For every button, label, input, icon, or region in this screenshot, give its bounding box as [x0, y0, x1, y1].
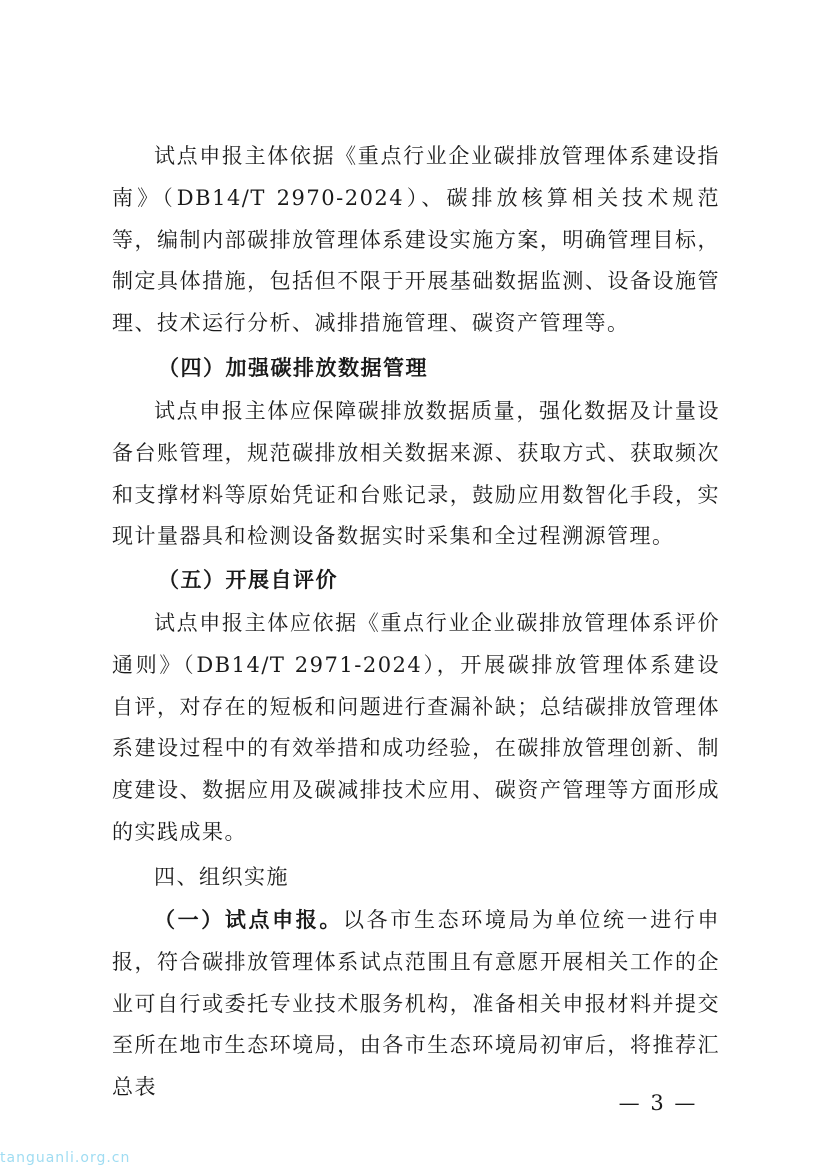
paragraph-construction-plan: 试点申报主体依据《重点行业企业碳排放管理体系建设指南》（DB14/T 2970-2024）、碳排放核算相关技术规范等，编制内部碳排放管理体系建设实施方案，明确管理目标，制定具体措施，包括但不限于开展基础数据监测、设备设施管理、技术运行分析、减排措施管理、碳资产管理等。 [112, 144, 720, 336]
heading-organization: 四、组织实施 [154, 865, 289, 889]
heading-data-management: （四）加强碳排放数据管理 [158, 356, 428, 380]
paragraph-body-text: 以各市生态环境局为单位统一进行申报，符合碳排放管理体系试点范围且有意愿开展相关工作的企业可自行或委托专业技术服务机构，准备相关申报材料并提交至所在地市生态环境局，由各市生态环境局初审后，将推荐汇总表 [112, 908, 721, 1100]
paragraph-pilot-application [112, 900, 720, 1109]
paragraph-data-management: 试点申报主体应保障碳排放数据质量，强化数据及计量设备台账管理，规范碳排放相关数据来源、获取方式、获取频次和支撑材料等原始凭证和台账记录，鼓励应用数智化手段，实现计量器具和检测设备数据实时采集和全过程溯源管理。 [112, 399, 720, 549]
watermark-text: tanguanli.org.cn [0, 1150, 131, 1166]
paragraph-self-evaluation: 试点申报主体应依据《重点行业企业碳排放管理体系评价通则》（DB14/T 2971-2024），开展碳排放管理体系建设自评，对存在的短板和问题进行查漏补缺；总结碳排放管理体系建设过程中的有效举措和成功经验，在碳排放管理创新、制度建设、数据应用及碳减排技术应用、碳资产管理等方面形成的实践成果。 [112, 611, 720, 844]
heading-self-evaluation: （五）开展自评价 [158, 568, 338, 592]
paragraph-lead-label: （一）试点申报。 [154, 908, 344, 932]
page-number: — 3 — [618, 1091, 698, 1115]
